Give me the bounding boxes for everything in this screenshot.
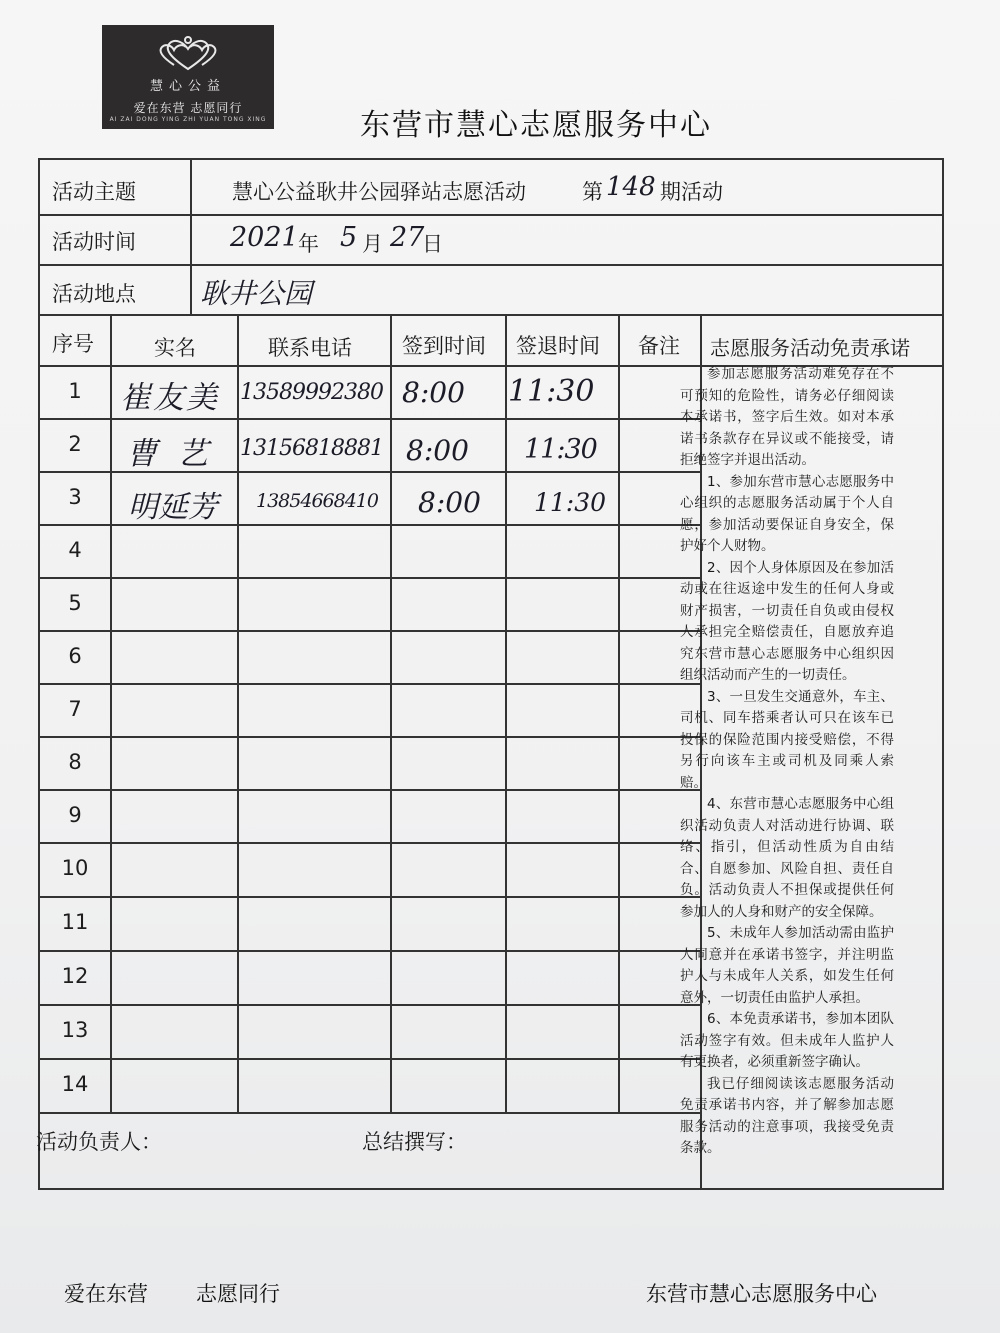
row-7-seq: 7	[68, 697, 82, 721]
time-label: 活动时间	[52, 230, 136, 254]
footer-slogan-right: 志愿同行	[196, 1282, 280, 1306]
row-2-phone: 13156818881	[240, 436, 383, 461]
page-title: 东营市慧心志愿服务中心	[360, 108, 712, 143]
waiver-item-4: 4、东营市慧心志愿服务中心组织活动负责人对活动进行协调、联络、指引，但活动性质为自由结合、自愿参加、风险自担、责任自负。活动负责人不担保或提供任何参加人的人身和财产的安全保障。	[680, 796, 894, 920]
row-11-seq: 11	[61, 910, 89, 934]
waiver-item-6: 6、本免责承诺书，参加本团队活动签字有效。但未成年人监护人有更换者，必须重新签字确认。	[680, 1011, 894, 1070]
location-value: 耿井公园	[200, 277, 313, 310]
col-checkin: 签到时间	[402, 334, 486, 358]
org-logo	[102, 25, 274, 129]
row-1-checkout: 11:30	[508, 374, 595, 409]
logo-slogan: 爱在东营 志愿同行	[133, 101, 243, 115]
row-1-phone: 13589992380	[240, 380, 383, 405]
row-3-seq: 3	[68, 485, 82, 509]
theme-text: 慧心公益耿井公园驿站志愿活动	[232, 180, 526, 204]
row-3-checkin: 8:00	[418, 486, 481, 519]
row-8-seq: 8	[68, 750, 82, 774]
summary-label: 总结撰写：	[362, 1130, 467, 1154]
footer-slogan-left: 爱在东营	[64, 1282, 148, 1306]
leader-label: 活动负责人：	[36, 1130, 162, 1154]
waiver-item-3: 3、一旦发生交通意外，车主、司机、同车搭乘者认可只在该车已投保的保险范围内接受赔偿，不得另行向该车主或司机及同乘人索赔。	[680, 688, 894, 791]
hearts-icon	[150, 35, 226, 75]
location-label: 活动地点	[52, 282, 136, 306]
col-note: 备注	[638, 334, 680, 358]
row-12-seq: 12	[61, 964, 89, 988]
waiver-item-5: 5、未成年人参加活动需由监护人同意并在承诺书签字，并注明监护人与未成年人关系，如发生任何意外，一切责任由监护人承担。	[680, 925, 894, 1006]
row-13-seq: 13	[61, 1018, 89, 1042]
period-prefix: 第	[582, 180, 603, 204]
row-9-seq: 9	[68, 803, 82, 827]
col-seq: 序号	[52, 332, 94, 356]
logo-pinyin: AI ZAI DONG YING ZHI YUAN TONG XING	[109, 116, 267, 123]
row-5-seq: 5	[68, 591, 82, 615]
time-month-unit: 月	[362, 232, 383, 256]
row-1-seq: 1	[68, 379, 82, 403]
time-day-unit: 日	[422, 232, 443, 256]
row-2-checkin: 8:00	[406, 434, 469, 467]
theme-label: 活动主题	[52, 180, 136, 204]
col-waiver: 志愿服务活动免责承诺	[710, 336, 910, 360]
row-3-phone: 13854668410	[256, 490, 378, 512]
col-checkout: 签退时间	[516, 334, 600, 358]
time-year: 2021	[230, 222, 299, 253]
row-3-name: 明延芳	[128, 490, 218, 525]
time-year-unit: 年	[298, 232, 319, 256]
waiver-item-1: 1、参加东营市慧心志愿服务中心组织的志愿服务活动属于个人自愿，参加活动要保证自身安全，保护好个人财物。	[680, 473, 894, 554]
time-day: 27	[390, 222, 425, 253]
logo-title: 慧心公益	[149, 79, 226, 94]
waiver-acknowledgement: 我已仔细阅读该志愿服务活动免责承诺书内容，并了解参加志愿服务活动的注意事项，我接受免责条款。	[680, 1075, 894, 1156]
row-2-seq: 2	[68, 432, 82, 456]
row-6-seq: 6	[68, 644, 82, 668]
footer-org: 东营市慧心志愿服务中心	[646, 1282, 877, 1306]
row-3-checkout: 11:30	[534, 488, 607, 517]
period-suffix: 期活动	[660, 180, 723, 204]
row-2-checkout: 11:30	[524, 434, 597, 465]
col-phone: 联系电话	[268, 336, 352, 360]
row-1-name: 崔友美	[120, 380, 219, 416]
row-14-seq: 14	[61, 1072, 89, 1096]
waiver-intro: 参加志愿服务活动难免存在不可预知的危险性，请务必仔细阅读本承诺书，签字后生效。如对本承诺书条款存在异议或不能接受，请拒绝签字并退出活动。	[680, 366, 894, 468]
row-2-name: 曹艺	[126, 436, 228, 472]
waiver-text	[680, 364, 894, 1160]
col-name: 实名	[154, 336, 196, 360]
time-month: 5	[340, 222, 358, 253]
row-4-seq: 4	[68, 538, 82, 562]
waiver-item-2: 2、因个人身体原因及在参加活动或在往返途中发生的任何人身或财产损害，一切责任自负或由侵权人承担完全赔偿责任，自愿放弃追究东营市慧心志愿服务中心组织因组织活动而产生的一切责任。	[680, 559, 894, 683]
row-10-seq: 10	[61, 856, 89, 880]
period-number: 148	[606, 172, 656, 202]
row-1-checkin: 8:00	[402, 376, 465, 409]
